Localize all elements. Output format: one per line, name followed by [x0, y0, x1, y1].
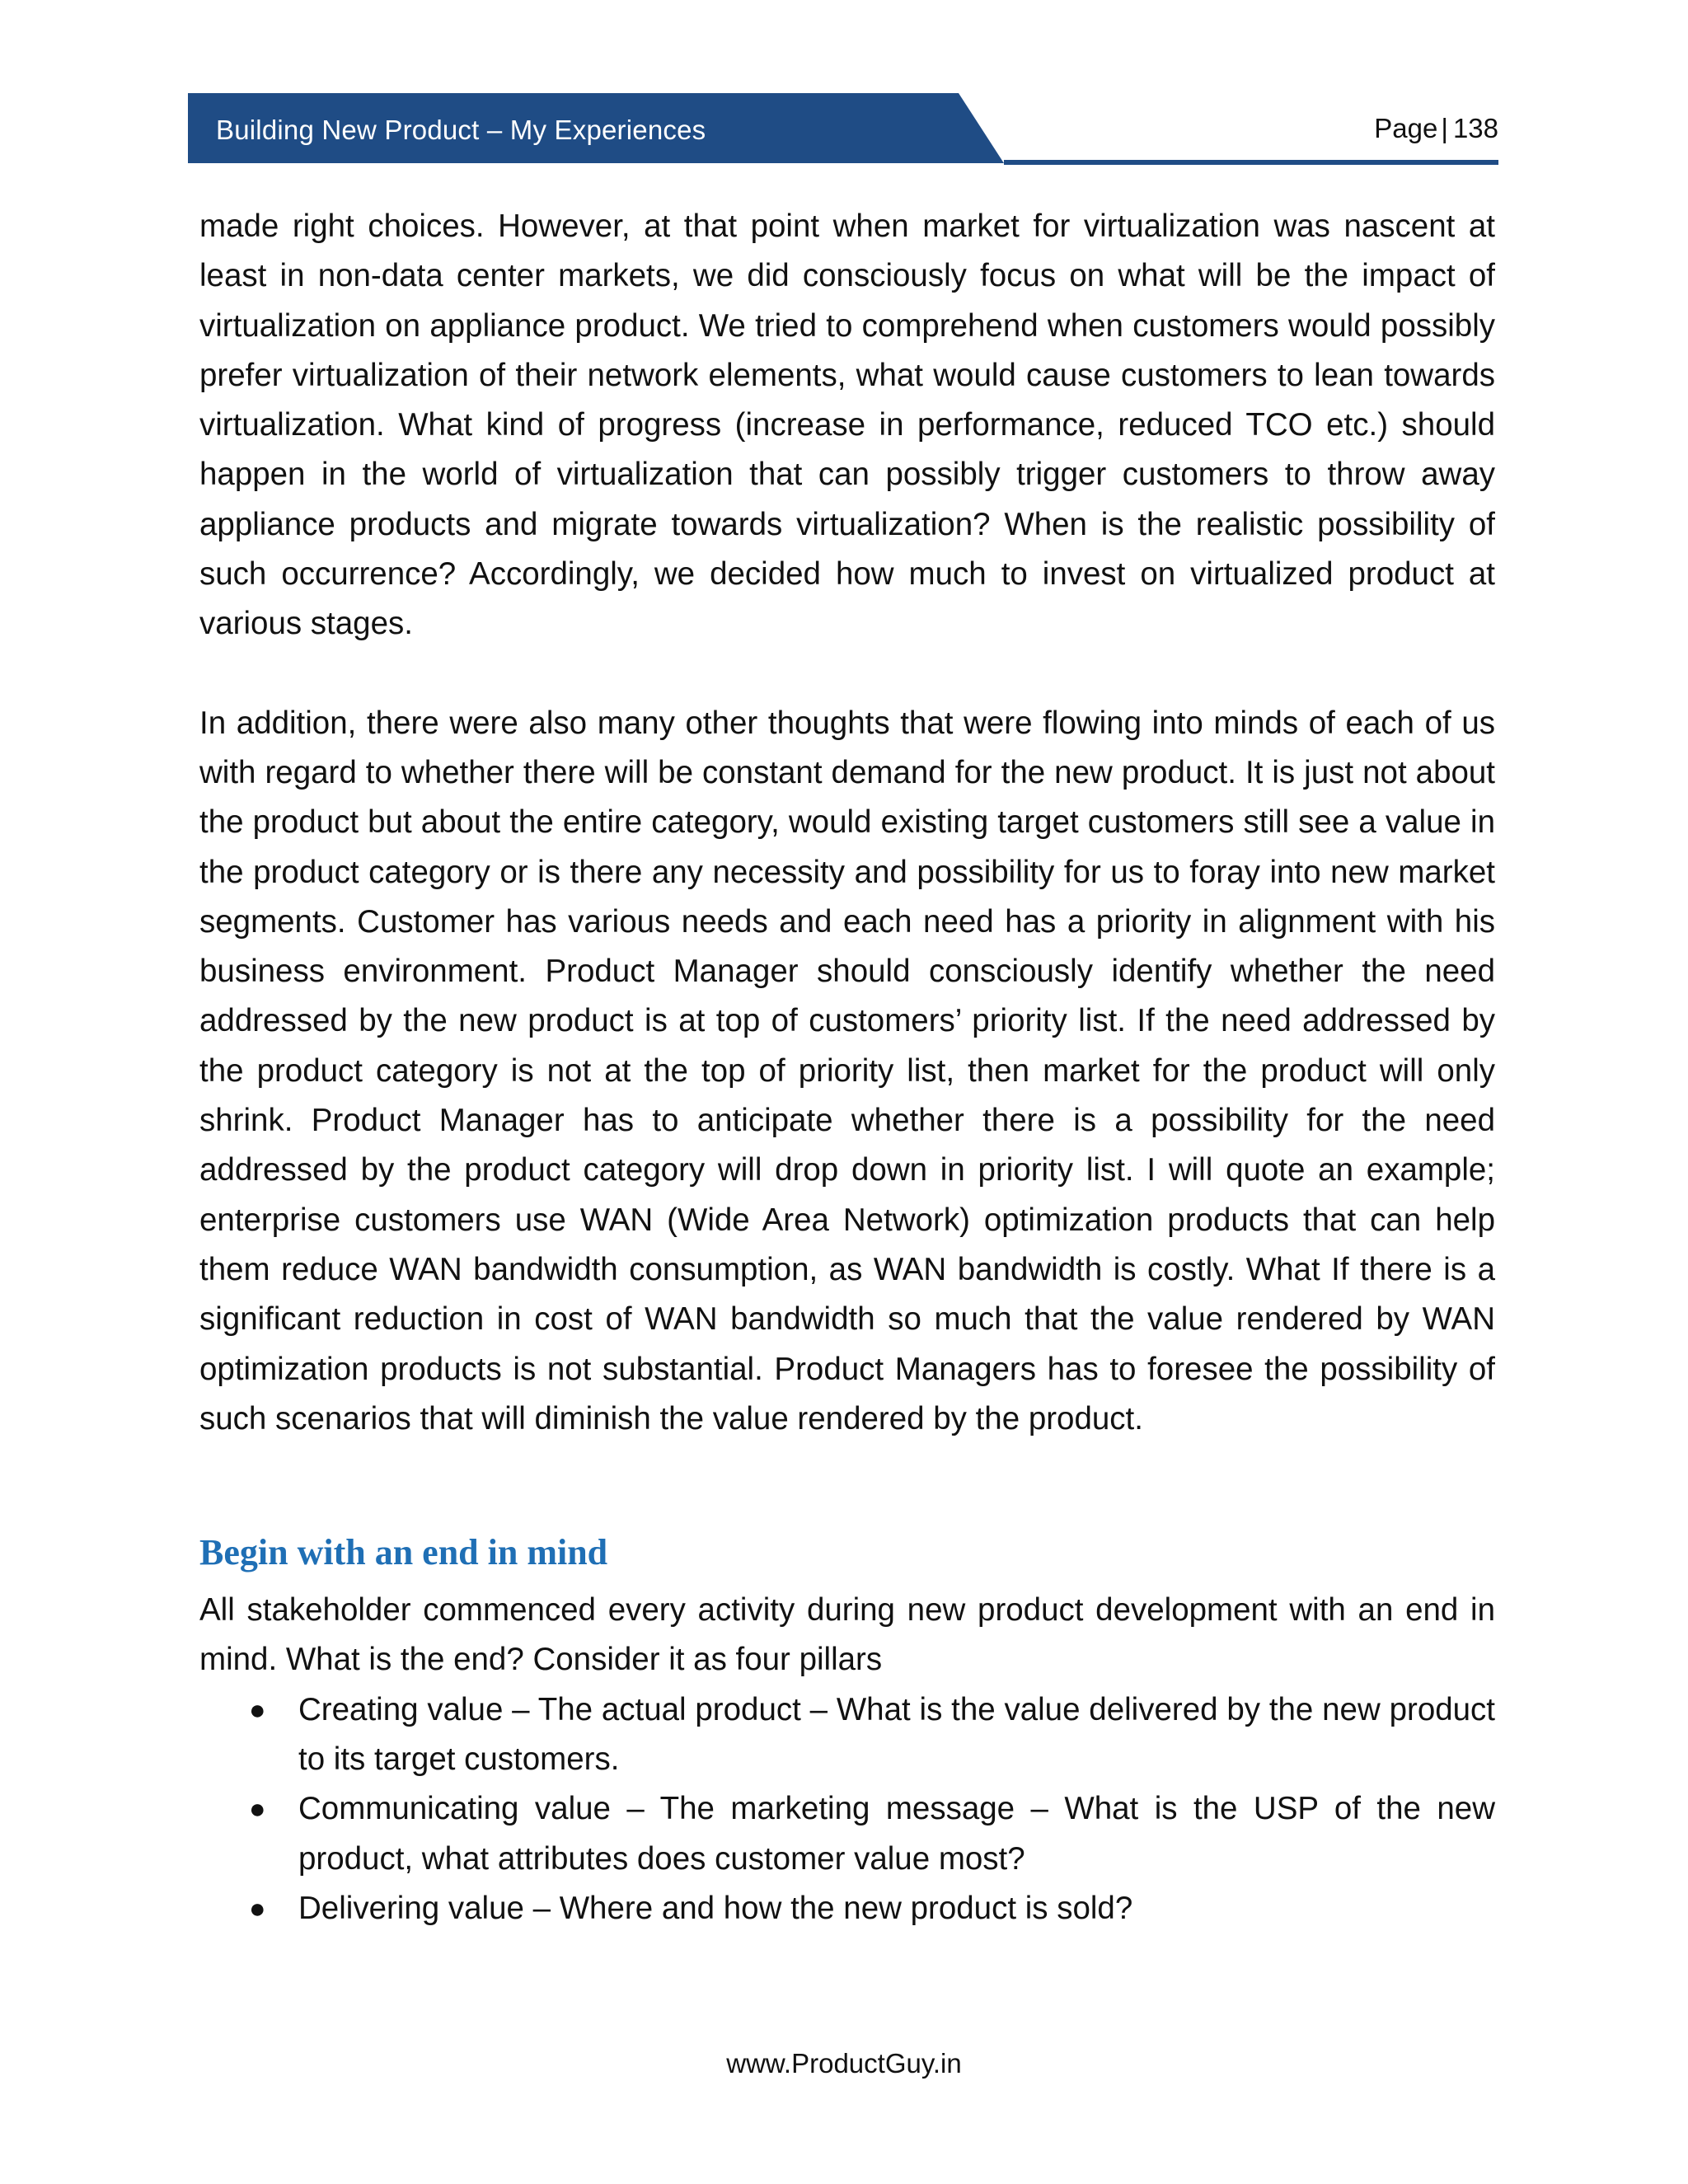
page-separator: | — [1441, 113, 1448, 143]
bullet-icon: ● — [249, 1892, 266, 1924]
section-heading: Begin with an end in mind — [199, 1532, 608, 1573]
footer-url: www.ProductGuy.in — [726, 2048, 962, 2079]
list-item — [199, 1784, 1495, 1884]
bullet-icon: ● — [249, 1793, 266, 1825]
list-item-text: Communicating value – The marketing message – What is the USP of the new product, what attributes does customer value most? — [298, 1791, 1495, 1877]
pillars-list — [199, 1685, 1495, 1933]
bullet-icon: ● — [249, 1694, 266, 1726]
list-item — [199, 1884, 1495, 1933]
paragraph: made right choices. However, at that point when market for virtualization was nascent at least in non-data center markets, we did consciously focus on what will be the impact of virtualization on appliance product. We tried to comprehend when customers would possibly prefer virtualization of their network elements, what would cause customers to lean towards virtualization. What kind of progress (increase in performance, reduced TCO etc.) should happen in the world of virtualization that can possibly trigger customers to throw away appliance products and migrate towards virtualization? When is the realistic possibility of such occurrence? Accordingly, we decided how much to invest on virtualized product at various stages. — [199, 209, 1495, 642]
page-body — [199, 202, 1495, 1933]
section-intro: All stakeholder commenced every activity during new product development with an end in mind. What is the end? Consider it as four pillars — [199, 1592, 1495, 1678]
document-title: Building New Product – My Experiences — [216, 115, 706, 145]
page-label: Page — [1374, 113, 1438, 143]
header-rule — [1004, 160, 1498, 165]
paragraph: In addition, there were also many other thoughts that were flowing into minds of each of us with regard to whether there will be constant demand for the new product. It is just not about the product but about the entire category, would existing target customers still see a value in the product category or is there any necessity and possibility for us to foray into new market segments. Customer has various needs and each need has a priority in alignment with his business environment. Product Manager should consciously identify whether the need addressed by the new product is at top of customers’ priority list. If the need addressed by the product category is not at the top of priority list, then market for the product will only shrink. Product Manager has to anticipate whether there is a possibility for the need addressed by the product category will drop down in priority list. I will quote an example; enterprise customers use WAN (Wide Area Network) optimization products that can help them reduce WAN bandwidth consumption, as WAN bandwidth is costly. What If there is a significant reduction in cost of WAN bandwidth so much that the value rendered by WAN optimization products is not substantial. Product Managers has to foresee the possibility of such scenarios that will diminish the value rendered by the product. — [199, 705, 1495, 1436]
page-number-value: 138 — [1452, 113, 1498, 143]
list-item-text: Delivering value – Where and how the new product is sold? — [298, 1890, 1133, 1926]
list-item-text: Creating value – The actual product – What is the value delivered by the new product to its target customers. — [298, 1691, 1495, 1778]
list-item — [199, 1685, 1495, 1785]
page-number — [1374, 113, 1498, 144]
page-header — [188, 93, 1498, 167]
